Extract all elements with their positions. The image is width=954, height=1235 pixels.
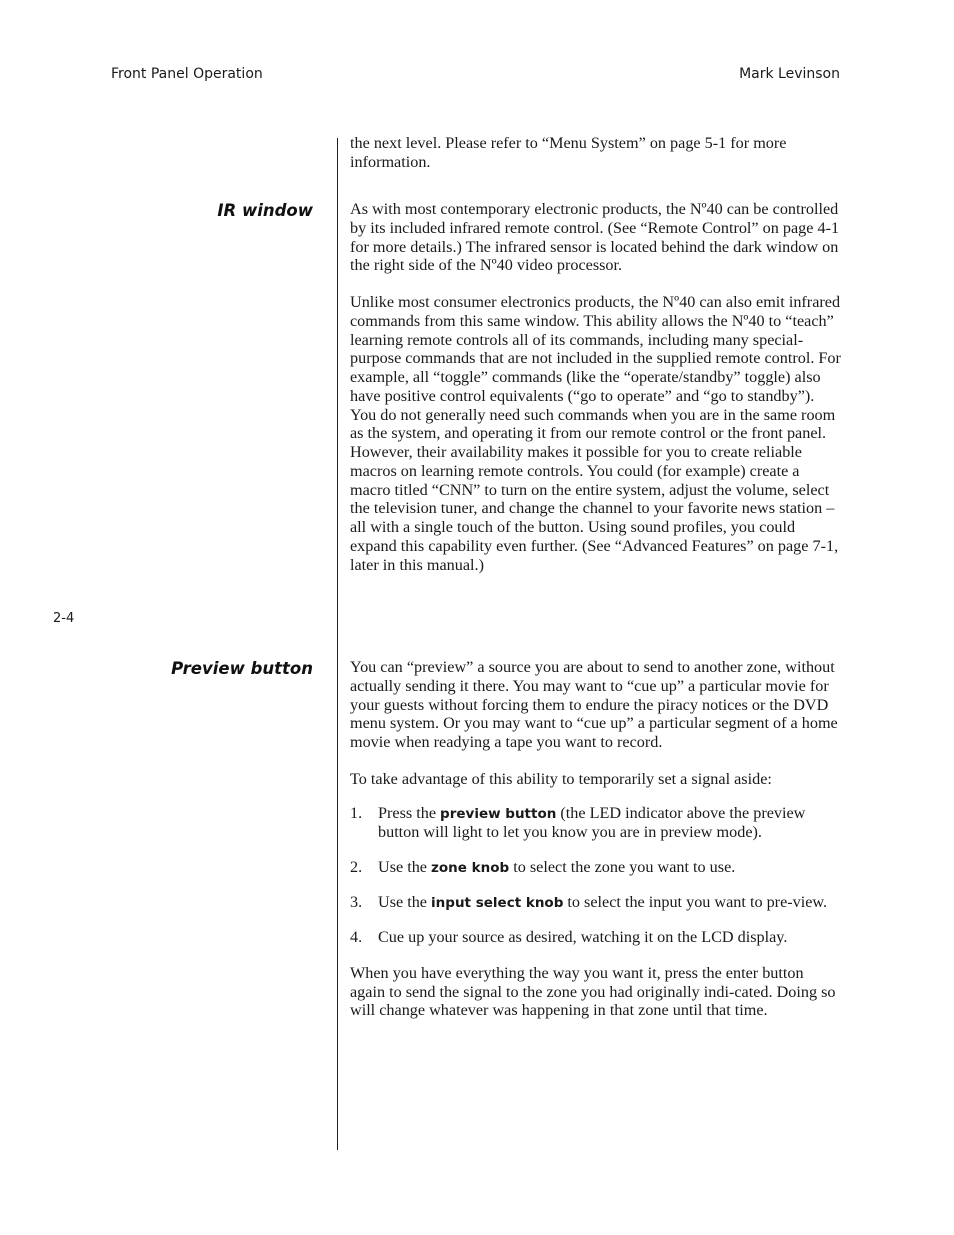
ir-window-heading: IR window: [217, 201, 313, 220]
preview-intro-paragraph: You can “preview” a source you are about to send to another zone, without actually sending it there. You may want to “cue up” a particular movie for your guests without forcing them to endure the piracy notices or the DVD menu system. Or you may want to “cue up” a particular segment of a home movie when readying a tape you want to record.: [350, 658, 838, 751]
step-number: 1.: [350, 803, 363, 822]
ir-window-body: [350, 200, 842, 593]
preview-lead-in: To take advantage of this ability to temporarily set a signal aside:: [350, 769, 772, 788]
list-item: [350, 928, 842, 947]
list-item: [350, 893, 842, 913]
step-text-after: to select the input you want to pre-view.: [563, 892, 828, 911]
preview-button-heading: Preview button: [171, 659, 313, 678]
continued-paragraph: the next level. Please refer to “Menu System” on page 5-1 for more information.: [350, 134, 787, 171]
column-divider: [337, 138, 338, 1150]
ir-window-paragraph-2: Unlike most consumer electronics products, the Nº40 can also emit infrared commands from this same window. This ability allows the Nº40 to “teach” learning remote controls all of its commands, including many special-purpose commands that are not included in the supplied remote control. For example, all “toggle” commands (like the “operate/standby” toggle) also have positive control equivalents (“go to operate” and “go to standby”). You do not generally need such commands when you are in the same room as the system, and operating it from our remote control or the front panel. However, their availability makes it possible for you to create reliable macros on learning remote controls. You could (for example) create a macro titled “CNN” to turn on the entire system, adjust the volume, select the television tuner, and change the channel to your favorite news station – all with a single touch of the button. Using sound profiles, you could expand this capability even further. (See “Advanced Features” on page 7-1, later in this manual.): [350, 293, 841, 574]
list-item: [350, 858, 842, 878]
continued-paragraph-block: [350, 134, 842, 190]
ir-window-paragraph-1: As with most contemporary electronic products, the Nº40 can be controlled by its included infrared remote control. (See “Remote Control” on page 4-1 for more details.) The infrared sensor is located behind the dark window on the right side of the Nº40 video processor.: [350, 200, 840, 275]
list-item: [350, 804, 842, 843]
step-text-after: to select the zone you want to use.: [509, 857, 736, 876]
step-number: 2.: [350, 857, 363, 876]
header-section-title: Front Panel Operation: [111, 66, 263, 82]
step-text-before: Use the: [378, 892, 432, 911]
header-brand: Mark Levinson: [739, 66, 840, 82]
step-text-before: Cue up your source as desired, watching it on the LCD display.: [378, 928, 788, 947]
preview-closing-paragraph: When you have everything the way you want it, press the enter button again to send the signal to the zone you had originally indi-cated. Doing so will change whatever was happening in that zone until that time.: [350, 963, 836, 1020]
preview-button-body: [350, 658, 842, 1038]
step-text-after: (the LED indicator above the preview button will light to let you know you are in preview mode).: [378, 803, 806, 842]
step-text-before: Press the: [378, 803, 441, 822]
step-keyword: input select knob: [431, 894, 564, 911]
step-number: 4.: [350, 928, 363, 947]
page-number: 2-4: [53, 611, 75, 626]
step-keyword: zone knob: [431, 859, 510, 876]
preview-steps-list: [350, 804, 842, 947]
step-number: 3.: [350, 892, 363, 911]
step-keyword: preview button: [440, 805, 557, 822]
step-text-before: Use the: [378, 857, 432, 876]
